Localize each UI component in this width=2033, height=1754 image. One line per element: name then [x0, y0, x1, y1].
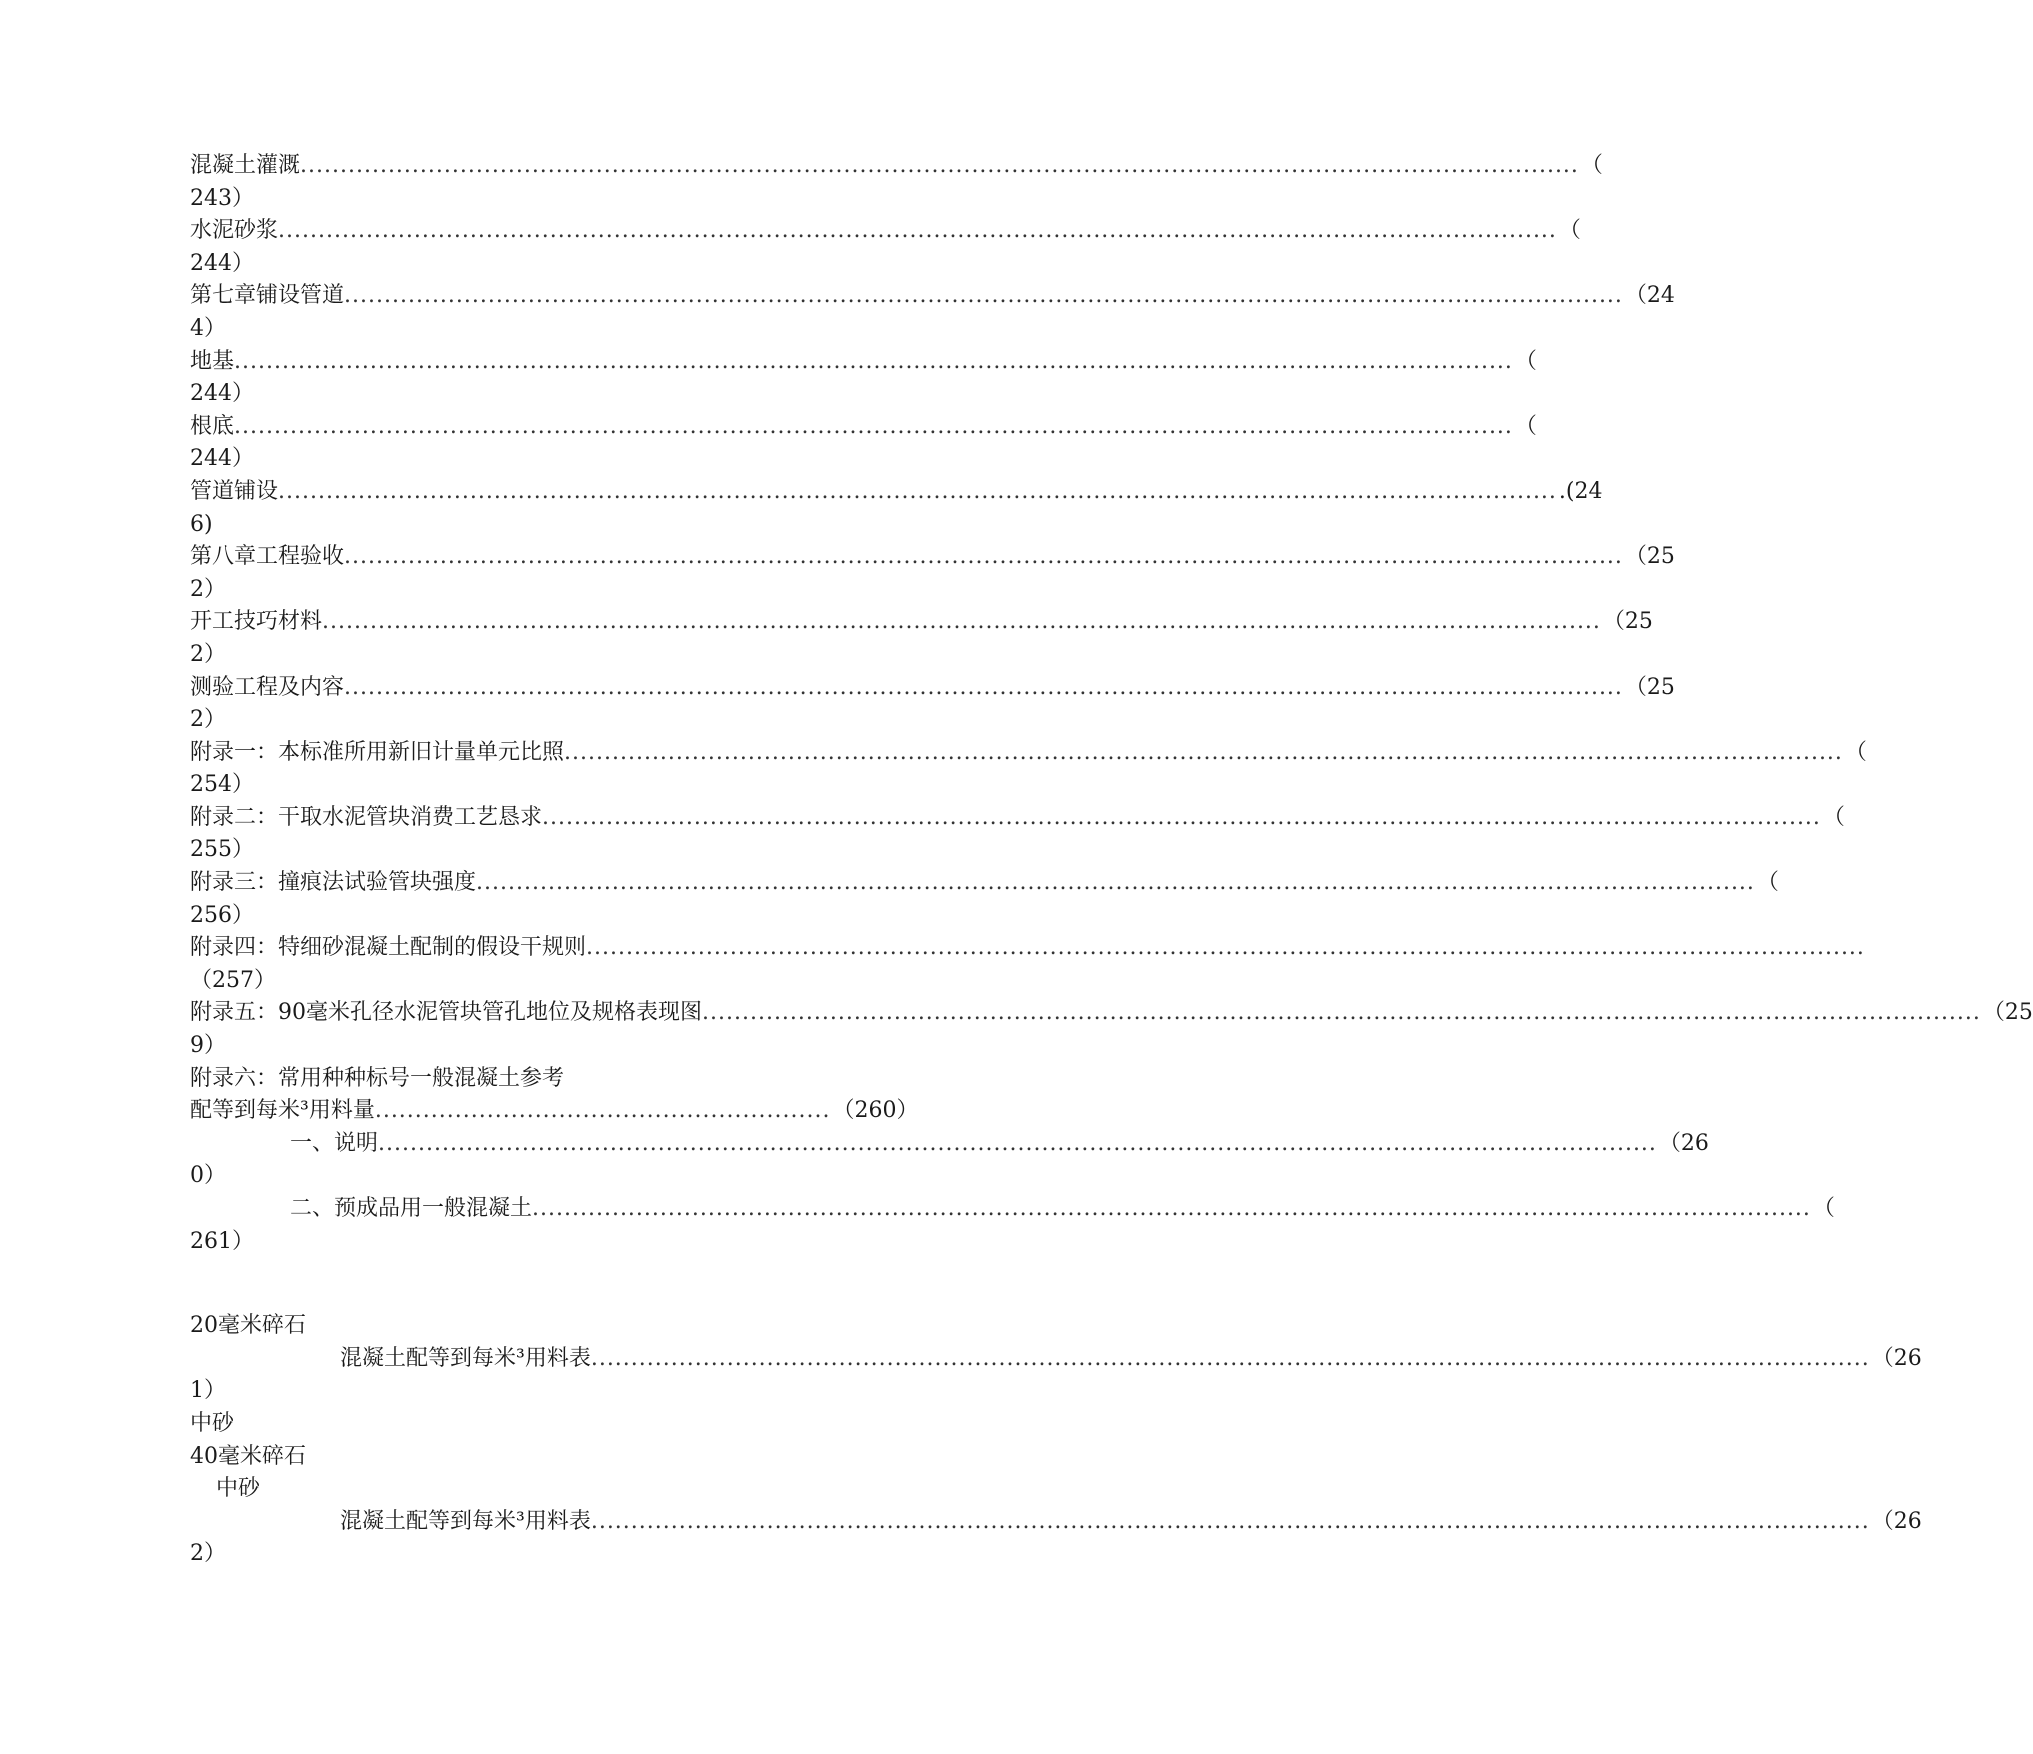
toc-page-continuation: 0） [190, 1163, 226, 1189]
toc-page-number: （ [1844, 739, 1867, 765]
dot-leader: ................................................................................................................................................................ [702, 1000, 1981, 1026]
toc-entry-text: 附录一：本标准所用新旧计量单元比照 [190, 739, 565, 765]
dot-leader: ................................................................................................................................................................ [378, 1130, 1657, 1156]
toc-entry-text: 附录二：干取水泥管块消费工艺恳求 [190, 804, 543, 830]
toc-entry[interactable] [190, 280, 1675, 313]
dot-leader: ................................................................................................................................................................ [234, 413, 1513, 439]
toc-entry[interactable] [190, 541, 1675, 574]
spacer [190, 1258, 1052, 1310]
toc-page-continuation: （257） [190, 967, 276, 993]
toc-entry[interactable] [190, 411, 1537, 444]
dot-leader: ................................................................................................................................................................ [476, 870, 1755, 896]
dot-leader: ................................................................................................................................................................ [590, 1345, 1870, 1371]
toc-entry-text: 水泥砂浆 [190, 218, 279, 244]
toc-page-number: （ [1514, 413, 1537, 439]
toc-entry-text: 第八章工程验收 [190, 544, 345, 570]
toc-part1 [190, 150, 2033, 1063]
toc-entry[interactable] [190, 215, 1581, 248]
toc-entry-text: 管道铺设 [190, 478, 279, 504]
toc-page-number: （ [1756, 870, 1779, 896]
toc-page-number: （26 [1871, 1345, 1922, 1371]
toc-entry-text: 根底 [190, 413, 235, 439]
toc-entry-text: 混凝土灌溉 [190, 153, 301, 178]
toc-page-continuation: 4） [190, 315, 226, 341]
toc-page-number: （24 [1624, 283, 1675, 309]
toc-page-number: （25 [1624, 544, 1675, 570]
toc-page-continuation: 254） [190, 772, 254, 798]
toc-entry[interactable] [190, 672, 1675, 705]
block1-label-gravel: 20毫米碎石 [190, 1313, 306, 1339]
toc-page-continuation: 2） [190, 707, 226, 733]
toc-entry-text: 附录三：撞痕法试验管块强度 [190, 870, 477, 896]
toc-sub-entry-2[interactable] [190, 1193, 1835, 1226]
dot-leader: ................................................................................................................................................................ [586, 935, 1865, 961]
dot-leader: ................................................................................................................................................................ [564, 739, 1843, 765]
appendix6-title-row [190, 1063, 1052, 1096]
toc-page-continuation: 6) [190, 511, 213, 537]
toc-entry-block2[interactable] [190, 1506, 1922, 1539]
toc-entry-block1[interactable] [190, 1343, 1922, 1376]
toc-entry-text: 二、预成品用一般混凝土 [290, 1196, 533, 1221]
toc-page-number: （25 [1982, 1000, 2033, 1026]
toc-entry-text: 第七章铺设管道 [190, 283, 345, 309]
toc-entry-appendix6[interactable] [190, 1095, 1052, 1128]
toc-entry-text: 一、说明 [290, 1130, 379, 1156]
block2-label-gravel: 40毫米碎石 [190, 1443, 306, 1469]
toc-page-number: （ [1558, 218, 1581, 244]
dot-leader: ......................................................... [374, 1098, 831, 1124]
toc-page-continuation: 244） [190, 446, 254, 472]
toc-entry-text: 附录五：90毫米孔径水泥管块管孔地位及规格表现图 [190, 1000, 702, 1026]
dot-leader: ................................................................................................................................................................ [322, 609, 1601, 635]
toc-page-continuation: 243） [190, 185, 254, 211]
table-of-contents [190, 150, 2033, 1571]
toc-page-number: （25 [1624, 674, 1675, 700]
block1-label-sand: 中砂 [190, 1410, 235, 1436]
toc-page-number: （ [1812, 1196, 1835, 1221]
toc-page-continuation: 244） [190, 250, 254, 276]
block2-label-sand: 中砂 [216, 1476, 261, 1502]
toc-page-number: （260） [832, 1098, 919, 1124]
toc-entry[interactable] [190, 932, 1865, 965]
toc-page-number: .(24 [1558, 478, 1603, 504]
dot-leader: ................................................................................................................................................................ [234, 348, 1513, 374]
dot-leader: ................................................................................................................................................................ [344, 674, 1623, 700]
toc-page-number: （26 [1658, 1130, 1709, 1156]
toc-page-continuation: 256） [190, 902, 254, 928]
toc-entry[interactable] [190, 476, 1603, 509]
toc-entry-text: 附录四：特细砂混凝土配制的假设干规则 [190, 935, 587, 961]
toc-page-continuation: 2） [190, 1541, 226, 1567]
toc-sub-entry-1[interactable] [190, 1128, 1709, 1161]
toc-entry-text: 测验工程及内容 [190, 674, 345, 700]
dot-leader: ................................................................................................................................................................ [590, 1508, 1870, 1534]
toc-page-number: （26 [1871, 1508, 1922, 1534]
toc-entry[interactable] [190, 737, 1867, 770]
dot-leader: ................................................................................................................................................................ [278, 478, 1557, 504]
toc-page-continuation: 2） [190, 641, 226, 667]
toc-entry[interactable] [190, 997, 2033, 1030]
toc-page-continuation: 9） [190, 1033, 226, 1059]
dot-leader: ................................................................................................................................................................ [300, 153, 1579, 178]
toc-entry[interactable] [190, 867, 1779, 900]
dot-leader: ................................................................................................................................................................ [542, 804, 1821, 830]
toc-page-continuation: 2） [190, 576, 226, 602]
toc-page-continuation: 1） [190, 1378, 226, 1404]
toc-page-continuation: 244） [190, 381, 254, 407]
toc-entry[interactable] [190, 802, 1845, 835]
toc-entry-text: 地基 [190, 348, 235, 374]
toc-page-number: （ [1822, 804, 1845, 830]
dot-leader: ................................................................................................................................................................ [278, 218, 1557, 244]
toc-page-continuation: 255） [190, 837, 254, 863]
toc-page-number: （ [1580, 153, 1603, 178]
toc-entry[interactable] [190, 346, 1537, 379]
toc-entry-text: 配等到每米³用料量 [190, 1098, 375, 1124]
toc-entry-text: 混凝土配等到每米³用料表 [340, 1508, 591, 1534]
toc-entry-text: 开工技巧材料 [190, 609, 323, 635]
appendix6-title: 附录六：常用种种标号一般混凝土参考 [190, 1065, 565, 1091]
dot-leader: ................................................................................................................................................................ [344, 544, 1623, 570]
toc-page-number: （ [1514, 348, 1537, 374]
dot-leader: ................................................................................................................................................................ [532, 1196, 1811, 1221]
toc-page-number: （25 [1602, 609, 1653, 635]
toc-entry[interactable] [190, 606, 1653, 639]
dot-leader: ................................................................................................................................................................ [344, 283, 1623, 309]
toc-entry[interactable] [190, 150, 1603, 183]
toc-entry-text: 混凝土配等到每米³用料表 [340, 1345, 591, 1371]
toc-page-continuation: 261） [190, 1228, 254, 1254]
